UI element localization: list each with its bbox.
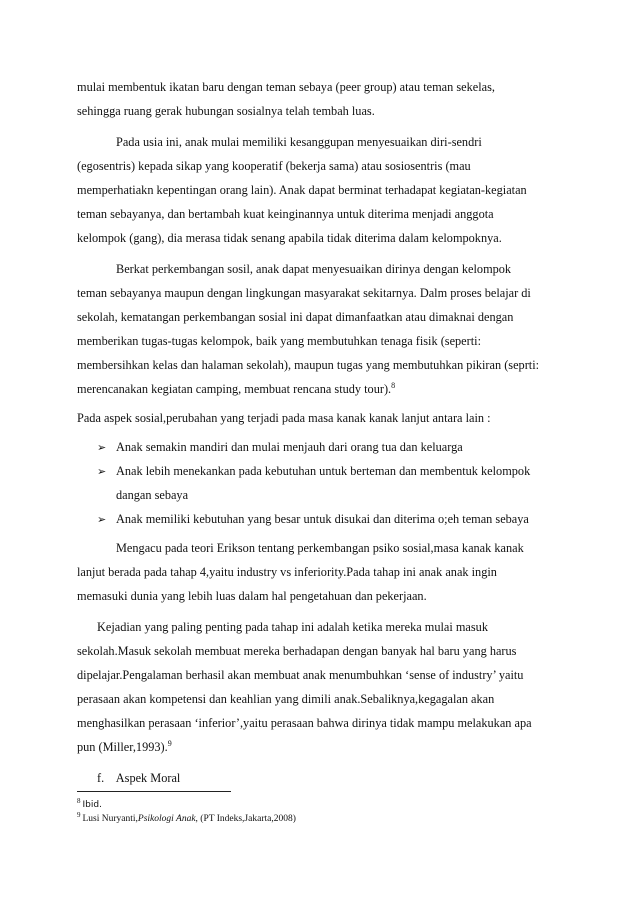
footnote-title: Psikologi Anak — [137, 814, 196, 824]
text-line: kelompok (gang), dia merasa tidak senang apabila tidak diterima dalam kelompoknya. — [77, 231, 502, 245]
text-line: memperhatiakn kepentingan orang lain). Anak dapat berminat terhadapat kegiatan-kegiatan — [77, 183, 527, 197]
text-line: lanjut berada pada tahap 4,yaitu industry vs inferiority.Pada tahap ini anak anak ingin — [77, 565, 497, 579]
section-heading: f. Aspek Moral — [97, 771, 181, 785]
text-line: Berkat perkembangan sosil, anak dapat menyesuaikan dirinya dengan kelompok — [116, 262, 512, 276]
text-line: memberikan tugas-tugas kelompok, baik yang membutuhkan tenaga fisik (seperti: — [77, 334, 481, 348]
text-span: pun (Miller,1993). — [77, 740, 168, 754]
footnote-separator — [77, 791, 231, 792]
text-line — [77, 740, 172, 756]
text-line: dipelajar.Pengalaman berhasil akan membuat anak menumbuhkan ‘sense of industry’ yaitu — [77, 668, 524, 682]
text-line: mulai membentuk ikatan baru dengan teman sebaya (peer group) atau teman sekelas, — [77, 80, 495, 94]
text-line: Mengacu pada teori Erikson tentang perkembangan psiko sosial,masa kanak kanak — [116, 541, 524, 555]
text-line: Pada usia ini, anak mulai memiliki kesanggupan menyesuaikan diri-sendri — [116, 135, 482, 149]
footnote-number: 8 — [77, 797, 81, 805]
text-line: memasuki dunia yang lebih luas dalam hal pengetahuan dan pekerjaan. — [77, 589, 427, 603]
footnote-number: 9 — [77, 811, 81, 819]
text-line: perasaan akan kompetensi dan keahlian yang dimili anak.Sebaliknya,kegagalan akan — [77, 692, 495, 706]
text-line: sehingga ruang gerak hubungan sosialnya telah tembah luas. — [77, 104, 375, 118]
text-line: teman sebayanya, dan bertambah kuat keinginannya untuk diterima menjadi anggota — [77, 207, 494, 221]
arrow-bullet-icon: ➢ — [97, 465, 107, 478]
text-line: sekolah, kematangan perkembangan sosial ini dapat dimanfaatkan atau dimaknai dengan — [77, 310, 514, 324]
footnote-publisher: , (PT Indeks,Jakarta,2008) — [195, 814, 296, 824]
bullet-item: Anak memiliki kebutuhan yang besar untuk disukai dan diterima o;eh teman sebaya — [116, 512, 529, 526]
footnote-text: Ibid. — [82, 800, 102, 810]
footnote-8 — [77, 799, 102, 811]
bullet-item-continuation: dangan sebaya — [116, 488, 189, 502]
arrow-bullet-icon: ➢ — [97, 441, 107, 454]
bullet-item: Anak semakin mandiri dan mulai menjauh dari orang tua dan keluarga — [116, 440, 463, 454]
footnote-ref[interactable]: 9 — [167, 739, 172, 748]
text-span: merencanakan kegiatan camping, membuat rencana study tour). — [77, 382, 392, 396]
text-line: Pada aspek sosial,perubahan yang terjadi pada masa kanak kanak lanjut antara lain : — [77, 411, 491, 425]
text-line: sekolah.Masuk sekolah membuat mereka berhadapan dengan banyak hal baru yang harus — [77, 644, 517, 658]
footnote-author: Lusi Nuryanti, — [82, 814, 138, 824]
text-line: menghasilkan perasaan ‘inferior’,yaitu perasaan bahwa dirinya tidak mampu melakukan apa — [77, 716, 532, 730]
text-line: teman sebayanya maupun dengan lingkungan masyarakat sekitarnya. Dalm proses belajar di — [77, 286, 531, 300]
bullet-item: Anak lebih menekankan pada kebutuhan untuk berteman dan membentuk kelompok — [116, 464, 531, 478]
footnote-ref[interactable]: 8 — [391, 381, 396, 390]
text-line: (egosentris) kepada sikap yang kooperatif (bekerja sama) atau sosiosentris (mau — [77, 159, 471, 173]
arrow-bullet-icon: ➢ — [97, 513, 107, 526]
text-line: membersihkan kelas dan halaman sekolah), maupun tugas yang membutuhkan pikiran (seprti: — [77, 358, 540, 372]
text-line: Kejadian yang paling penting pada tahap ini adalah ketika mereka mulai masuk — [97, 620, 488, 634]
text-line — [77, 382, 395, 398]
footnote-9 — [77, 813, 296, 825]
